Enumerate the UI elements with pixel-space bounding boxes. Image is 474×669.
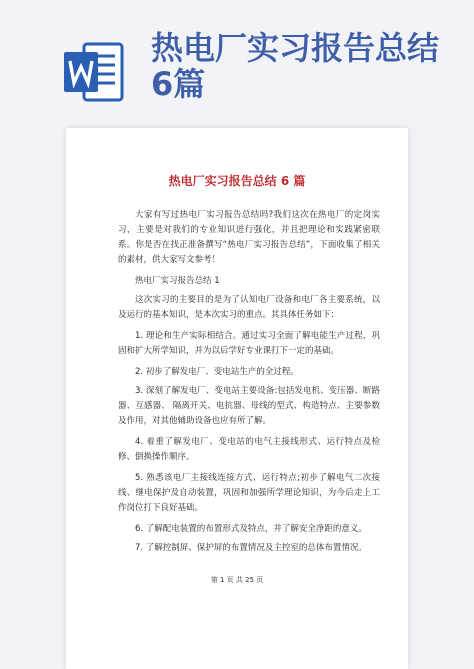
section-heading: 热电厂实习报告总结 1 <box>135 276 220 286</box>
list-item-2: 2. 初步了解发电厂、变电站生产的全过程。 <box>135 367 299 377</box>
banner <box>0 0 474 120</box>
list-item-3: 3. 深刻了解发电厂、变电站主要设备:包括发电机、变压器、断路器、互感器、 隔离开关、电抗器、母线的型式、构造特点、主要参数及作用，对其他辅助设备也应有所了解。 <box>118 386 380 426</box>
document-body <box>118 208 380 560</box>
list-item-4: 4. 着重了解发电厂、变电站的电气主接线形式、运行特点及检修、倒换操作顺序。 <box>118 437 380 462</box>
paragraph-intro: 大家有写过热电厂实习报告总结吗?我们这次在热电厂的定岗实习，主要是对我们的专业知识进行强化，并且把理论和实践紧密联系。你是否在找正准备撰写“热电厂实习报告总结”，下面收集了相关的素材，供大家写文参考！ <box>118 210 380 265</box>
list-item-6: 6. 了解配电装置的布置形式及特点，并了解安全净距的意义。 <box>135 524 367 534</box>
paragraph-purpose: 这次实习的主要目的是为了认知电厂设备和电厂各主要系统，以及运行的基本知识，是本次实习的重点。其具体任务如下： <box>118 295 380 320</box>
document-page <box>66 128 408 669</box>
list-item-7: 7. 了解控制屏、保护屏的布置情况及主控室的总体布置情况。 <box>135 543 367 553</box>
list-item-5: 5. 熟悉该电厂主接线连接方式、运行特点;初步了解电气二次接线、继电保护及自动装置，巩固和加强所学理论知识，为今后走上工作岗位打下良好基础。 <box>118 473 380 513</box>
word-document-icon <box>62 40 124 104</box>
list-item-1: 1. 理论和生产实际相结合。通过实习全面了解电能生产过程，巩固和扩大所学知识，并为以后学好专业课打下一定的基础。 <box>118 331 380 356</box>
page-number: 第 1 页 共 25 页 <box>210 576 264 584</box>
banner-title: 热电厂实习报告总结6篇 <box>151 29 440 103</box>
document-title: 热电厂实习报告总结 6 篇 <box>168 174 306 188</box>
